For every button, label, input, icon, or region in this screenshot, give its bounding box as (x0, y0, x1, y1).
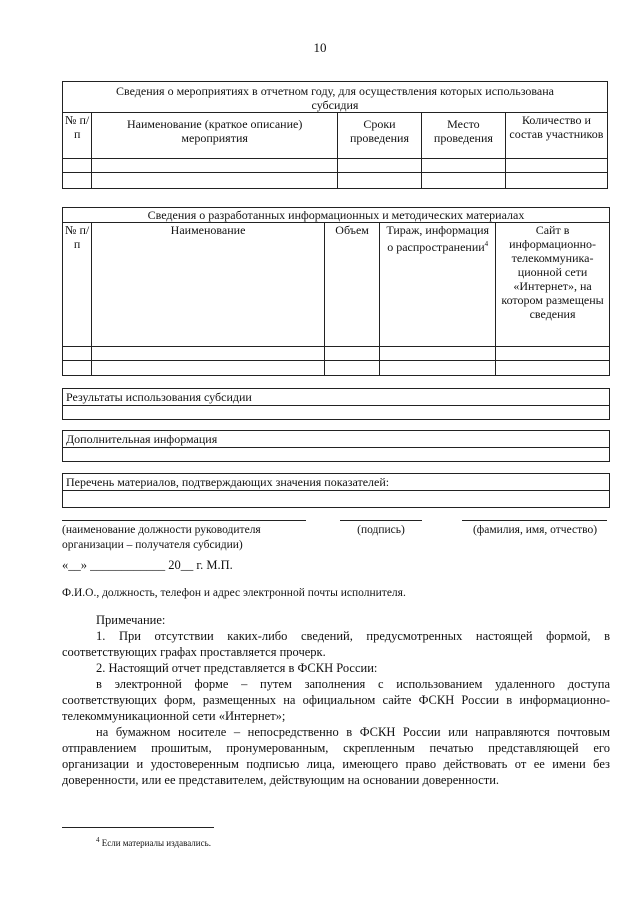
results-field[interactable] (63, 406, 609, 419)
materials-list-title: Перечень материалов, подтверждающих значения показателей: (63, 474, 609, 491)
note-paragraph: в электронной форме – путем заполнения с использованием удаленного доступа соответствующих форм, размещенных на официальном сайте ФСКН России в информационно-телекоммуникационной сети «Интернет»; (62, 677, 610, 723)
column-header: Объем (324, 223, 379, 347)
materials-table (62, 207, 610, 376)
note-paragraph: 2. Настоящий отчет представляется в ФСКН России: (96, 661, 378, 675)
materials-table-title: Сведения о разработанных информационных и методических материалах (63, 208, 610, 223)
position-line[interactable] (62, 520, 306, 521)
column-header: Наименование (92, 223, 325, 347)
column-header: Количество и состав участников (505, 113, 607, 159)
signature-label: (подпись) (357, 524, 405, 536)
page-number: 10 (313, 40, 327, 55)
materials-list-box (62, 473, 610, 508)
column-header (380, 223, 496, 347)
fio-label: (фамилия, имя, отчество) (472, 524, 598, 536)
table-cell[interactable] (92, 159, 338, 173)
events-table-title: Сведения о мероприятиях в отчетном году, для осуществления которых использована субсидия (63, 82, 608, 113)
column-header-text: Тираж, информация о распространении (386, 223, 490, 254)
table-row (63, 173, 608, 189)
signature-line[interactable] (340, 520, 422, 521)
table-cell[interactable] (63, 347, 92, 361)
additional-info-title: Дополнительная информация (63, 431, 609, 448)
note-heading: Примечание: (96, 613, 166, 627)
table-cell[interactable] (380, 347, 496, 361)
position-label: (наименование должности руководителя организации – получателя субсидии) (62, 524, 261, 551)
column-header: Сроки проведения (338, 113, 422, 159)
column-header: № п/п (63, 113, 92, 159)
table-cell[interactable] (380, 361, 496, 376)
table-cell[interactable] (505, 159, 607, 173)
footnote-text: Если материалы издавались. (101, 838, 211, 848)
table-cell[interactable] (63, 173, 92, 189)
results-box-title: Результаты использования субсидии (63, 389, 609, 406)
table-cell[interactable] (63, 159, 92, 173)
fio-line[interactable] (462, 520, 607, 521)
footnote-separator (62, 827, 214, 828)
executor-line: Ф.И.О., должность, телефон и адрес электронной почты исполнителя. (62, 587, 406, 599)
table-row (63, 347, 610, 361)
table-cell[interactable] (496, 347, 610, 361)
footnote (96, 836, 211, 848)
events-table (62, 81, 608, 189)
table-cell[interactable] (421, 173, 505, 189)
table-cell[interactable] (421, 159, 505, 173)
date-stamp-line: «__» ____________ 20__ г. М.П. (62, 558, 233, 572)
table-cell[interactable] (496, 361, 610, 376)
column-header: Наименование (краткое описание) мероприятия (92, 113, 338, 159)
table-cell[interactable] (505, 173, 607, 189)
footnote-mark: 4 (484, 240, 489, 248)
note-section (62, 612, 610, 788)
table-cell[interactable] (63, 361, 92, 376)
additional-info-field[interactable] (63, 448, 609, 461)
footnote-number: 4 (96, 836, 100, 844)
table-row (63, 361, 610, 376)
table-row (63, 159, 608, 173)
table-cell[interactable] (338, 159, 422, 173)
table-cell[interactable] (92, 361, 325, 376)
additional-info-box (62, 430, 610, 462)
table-cell[interactable] (92, 173, 338, 189)
results-box (62, 388, 610, 420)
table-cell[interactable] (324, 361, 379, 376)
note-paragraph: на бумажном носителе – непосредственно в ФСКН России или направляются почтовым отправлением прошитым, пронумерованным, скрепленным печатью представляющей его организации и удостоверенным подписью лица, имеющего право действовать от ее имени без доверенности, или ее представителем, действующим на основании доверенности. (62, 725, 610, 787)
table-cell[interactable] (338, 173, 422, 189)
materials-list-field[interactable] (63, 491, 609, 507)
column-header: № п/п (63, 223, 92, 347)
table-cell[interactable] (324, 347, 379, 361)
note-paragraph: 1. При отсутствии каких-либо сведений, предусмотренных настоящей формой, в соответствующих графах проставляется прочерк. (62, 629, 610, 659)
column-header: Сайт в информационно-телекоммуника-ционной сети «Интернет», на котором размещены сведения (496, 223, 610, 347)
column-header: Место проведения (421, 113, 505, 159)
table-cell[interactable] (92, 347, 325, 361)
